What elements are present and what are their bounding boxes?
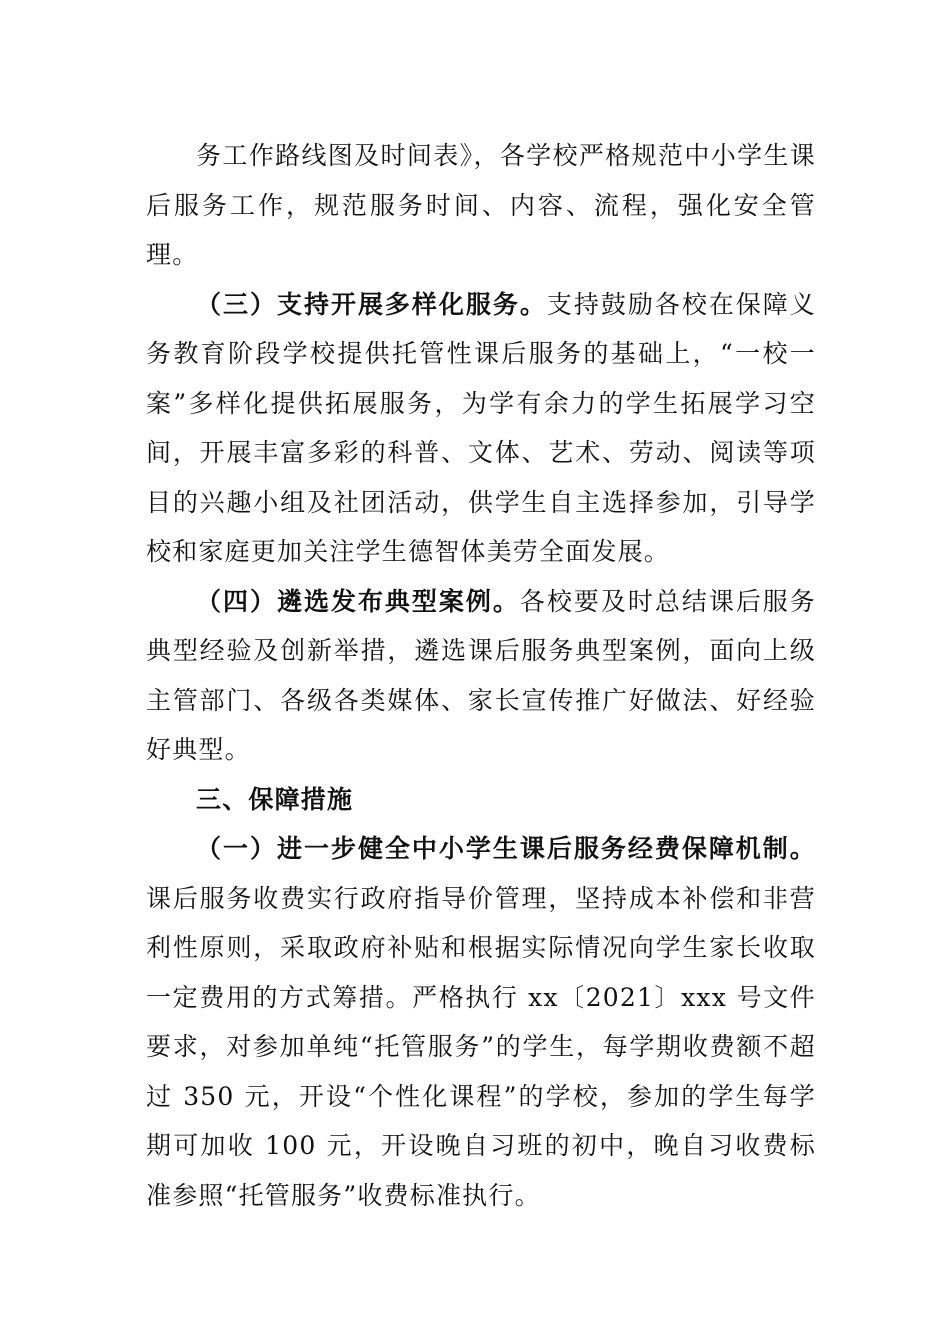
paragraph-4 [146,824,816,1220]
document-body [146,131,816,1220]
paragraph-1-text: 务工作路线图及时间表》，各学校严格规范中小学生课后服务工作，规范服务时间、内容、流程，强化安全管理。 [146,141,816,269]
paragraph-2-heading: （三）支持开展多样化服务。 [196,289,547,319]
paragraph-3 [146,577,816,775]
paragraph-2 [146,280,816,577]
paragraph-3-heading: （四）遴选发布典型案例。 [196,586,520,616]
paragraph-3-text: 各校要及时总结课后服务典型经验及创新举措，遴选课后服务典型案例，面向上级主管部门、各级各类媒体、家长宣传推广好做法、好经验好典型。 [146,586,816,764]
paragraph-1 [146,131,816,280]
paragraph-4-text: 课后服务收费实行政府指导价管理，坚持成本补偿和非营利性原则，采取政府补贴和根据实际情况向学生家长收取一定费用的方式筹措。严格执行 xx〔2021〕xxx 号文件要求，对参加单纯“托管服务”的学生，每学期收费额不超过 350 元，开设“个性化课程”的学校，参加的学生每学期可加收 100 元，开设晚自习班的初中，晚自习收费标准参照“托管服务”收费标准执行。 [146,883,816,1210]
section-heading-text: 三、保障措施 [196,784,354,814]
section-heading [146,775,816,825]
paragraph-2-text: 支持鼓励各校在保障义务教育阶段学校提供托管性课后服务的基础上，“一校一案”多样化提供拓展服务，为学有余力的学生拓展学习空间，开展丰富多彩的科普、文体、艺术、劳动、阅读等项目的兴趣小组及社团活动，供学生自主选择参加，引导学校和家庭更加关注学生德智体美劳全面发展。 [146,289,816,566]
paragraph-4-heading: （一）进一步健全中小学生课后服务经费保障机制。 [196,834,816,863]
